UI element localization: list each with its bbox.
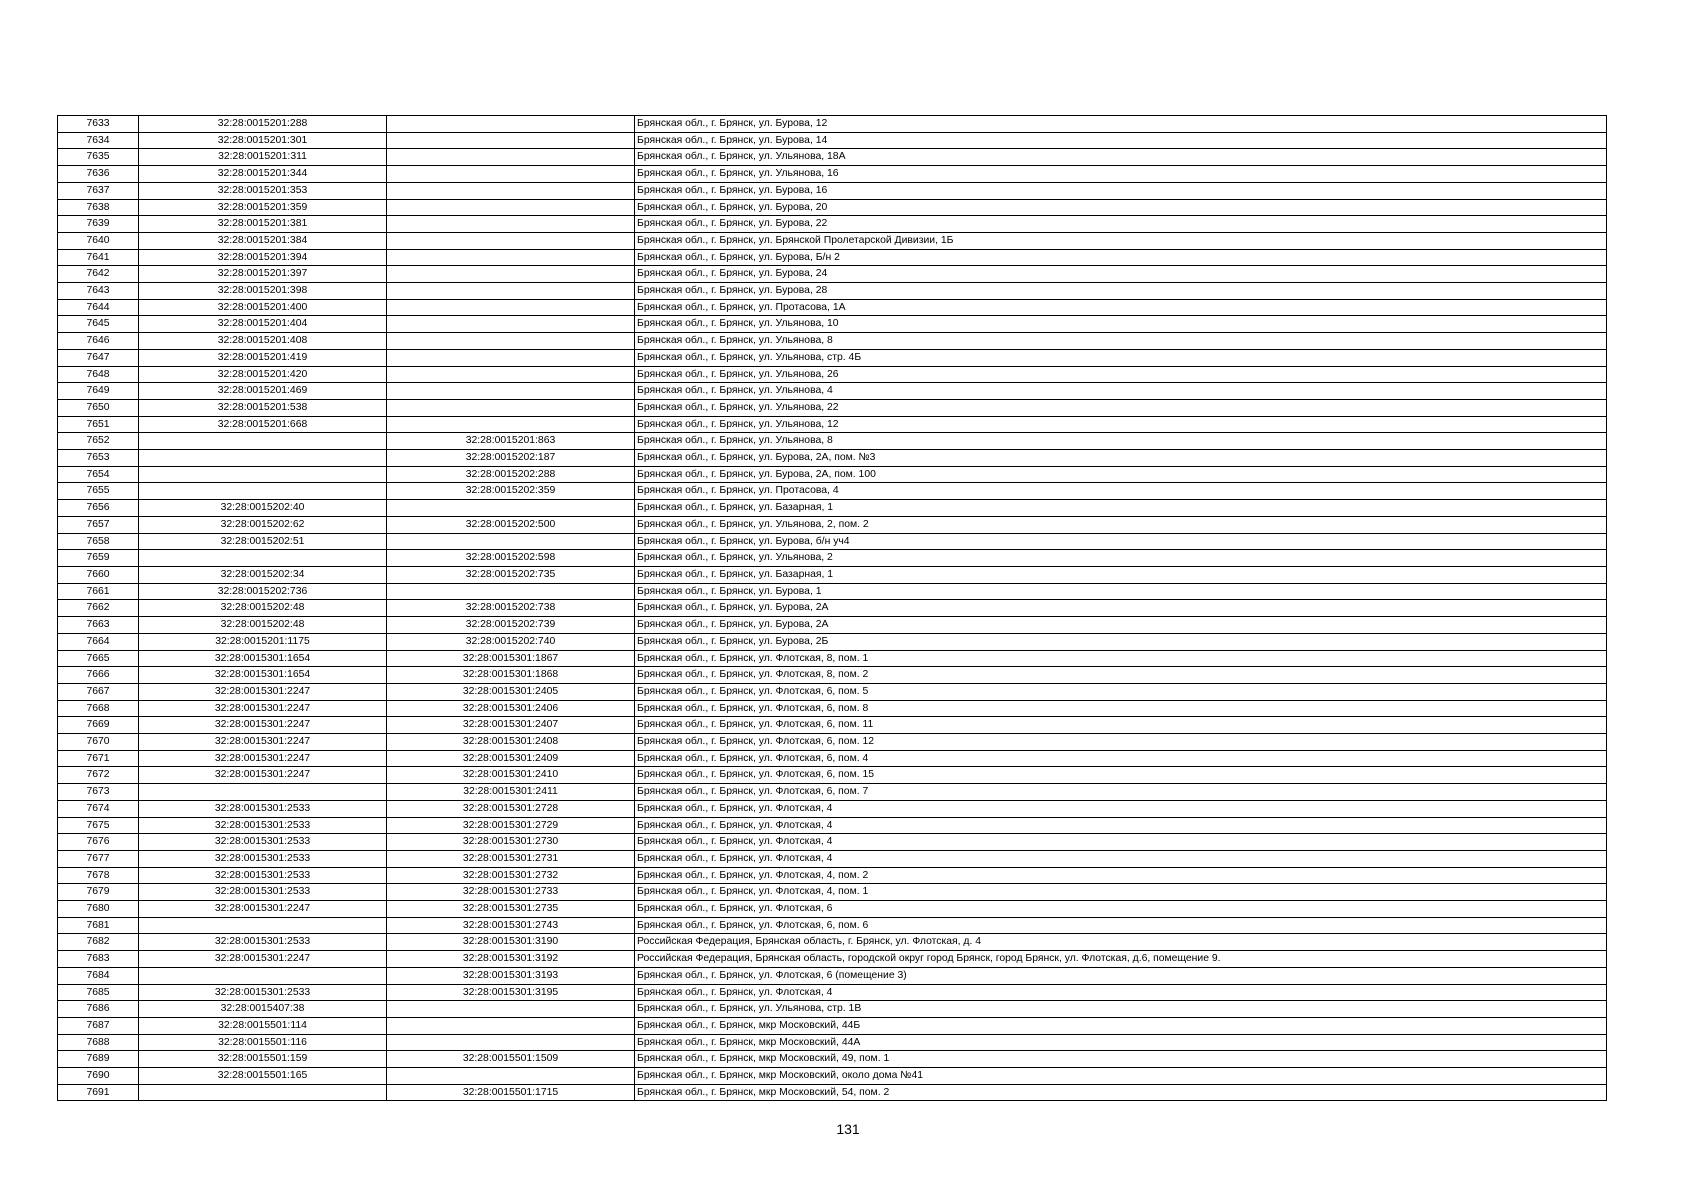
address-cell: Брянская обл., г. Брянск, мкр Московский, 44Б [635, 1017, 1607, 1034]
row-number-cell: 7649 [58, 383, 139, 400]
address-cell: Брянская обл., г. Брянск, ул. Бурова, Б/н 2 [635, 249, 1607, 266]
building-cadastral-number-cell [387, 232, 635, 249]
address-cell: Брянская обл., г. Брянск, ул. Базарная, 1 [635, 566, 1607, 583]
row-number-cell: 7642 [58, 266, 139, 283]
table-row [58, 884, 1607, 901]
land-plot-cadastral-number-cell: 32:28:0015501:116 [139, 1034, 387, 1051]
address-cell: Брянская обл., г. Брянск, ул. Протасова, 4 [635, 483, 1607, 500]
table-row [58, 316, 1607, 333]
address-cell: Брянская обл., г. Брянск, ул. Флотская, 6, пом. 8 [635, 700, 1607, 717]
address-cell: Брянская обл., г. Брянск, ул. Флотская, 6, пом. 12 [635, 734, 1607, 751]
land-plot-cadastral-number-cell: 32:28:0015201:419 [139, 349, 387, 366]
land-plot-cadastral-number-cell: 32:28:0015201:301 [139, 132, 387, 149]
table-row [58, 1068, 1607, 1085]
land-plot-cadastral-number-cell: 32:28:0015201:288 [139, 116, 387, 133]
land-plot-cadastral-number-cell: 32:28:0015301:2533 [139, 800, 387, 817]
land-plot-cadastral-number-cell: 32:28:0015407:38 [139, 1001, 387, 1018]
row-number-cell: 7672 [58, 767, 139, 784]
row-number-cell: 7683 [58, 951, 139, 968]
building-cadastral-number-cell [387, 216, 635, 233]
row-number-cell: 7633 [58, 116, 139, 133]
land-plot-cadastral-number-cell [139, 450, 387, 467]
table-row [58, 850, 1607, 867]
row-number-cell: 7637 [58, 182, 139, 199]
address-cell: Брянская обл., г. Брянск, ул. Флотская, 6 [635, 901, 1607, 918]
building-cadastral-number-cell [387, 149, 635, 166]
row-number-cell: 7677 [58, 850, 139, 867]
row-number-cell: 7668 [58, 700, 139, 717]
table-row [58, 800, 1607, 817]
building-cadastral-number-cell: 32:28:0015301:2728 [387, 800, 635, 817]
table-row [58, 1051, 1607, 1068]
address-cell: Брянская обл., г. Брянск, ул. Флотская, 4 [635, 800, 1607, 817]
land-plot-cadastral-number-cell: 32:28:0015201:404 [139, 316, 387, 333]
address-cell: Брянская обл., г. Брянск, ул. Флотская, 6, пом. 4 [635, 750, 1607, 767]
land-plot-cadastral-number-cell: 32:28:0015301:2533 [139, 817, 387, 834]
building-cadastral-number-cell [387, 1017, 635, 1034]
building-cadastral-number-cell [387, 299, 635, 316]
address-cell: Брянская обл., г. Брянск, ул. Флотская, 8, пом. 1 [635, 650, 1607, 667]
building-cadastral-number-cell: 32:28:0015301:2730 [387, 834, 635, 851]
address-cell: Брянская обл., г. Брянск, ул. Флотская, 4 [635, 984, 1607, 1001]
land-plot-cadastral-number-cell: 32:28:0015301:2247 [139, 951, 387, 968]
address-cell: Брянская обл., г. Брянск, ул. Флотская, 6, пом. 15 [635, 767, 1607, 784]
row-number-cell: 7654 [58, 466, 139, 483]
address-cell: Брянская обл., г. Брянск, ул. Флотская, 4 [635, 834, 1607, 851]
building-cadastral-number-cell: 32:28:0015501:1715 [387, 1084, 635, 1101]
land-plot-cadastral-number-cell [139, 784, 387, 801]
address-cell: Российская Федерация, Брянская область, г. Брянск, ул. Флотская, д. 4 [635, 934, 1607, 951]
land-plot-cadastral-number-cell: 32:28:0015201:311 [139, 149, 387, 166]
address-cell: Брянская обл., г. Брянск, ул. Бурова, 2А, пом. 100 [635, 466, 1607, 483]
row-number-cell: 7687 [58, 1017, 139, 1034]
registry-table-body [58, 116, 1607, 1101]
building-cadastral-number-cell: 32:28:0015202:288 [387, 466, 635, 483]
table-row [58, 433, 1607, 450]
land-plot-cadastral-number-cell: 32:28:0015301:2533 [139, 984, 387, 1001]
land-plot-cadastral-number-cell: 32:28:0015201:469 [139, 383, 387, 400]
address-cell: Брянская обл., г. Брянск, мкр Московский, 54, пом. 2 [635, 1084, 1607, 1101]
building-cadastral-number-cell [387, 333, 635, 350]
table-row [58, 232, 1607, 249]
land-plot-cadastral-number-cell [139, 433, 387, 450]
building-cadastral-number-cell: 32:28:0015301:2405 [387, 683, 635, 700]
row-number-cell: 7690 [58, 1068, 139, 1085]
table-row [58, 1084, 1607, 1101]
address-cell: Брянская обл., г. Брянск, ул. Ульянова, 8 [635, 433, 1607, 450]
row-number-cell: 7685 [58, 984, 139, 1001]
building-cadastral-number-cell [387, 533, 635, 550]
building-cadastral-number-cell: 32:28:0015202:500 [387, 516, 635, 533]
building-cadastral-number-cell [387, 1034, 635, 1051]
building-cadastral-number-cell [387, 182, 635, 199]
row-number-cell: 7682 [58, 934, 139, 951]
building-cadastral-number-cell: 32:28:0015301:2733 [387, 884, 635, 901]
address-cell: Брянская обл., г. Брянск, ул. Ульянова, 8 [635, 333, 1607, 350]
table-row [58, 717, 1607, 734]
building-cadastral-number-cell: 32:28:0015301:3192 [387, 951, 635, 968]
table-row [58, 683, 1607, 700]
row-number-cell: 7678 [58, 867, 139, 884]
row-number-cell: 7675 [58, 817, 139, 834]
land-plot-cadastral-number-cell: 32:28:0015301:2247 [139, 683, 387, 700]
table-row [58, 216, 1607, 233]
address-cell: Брянская обл., г. Брянск, ул. Бурова, 20 [635, 199, 1607, 216]
table-row [58, 383, 1607, 400]
table-row [58, 566, 1607, 583]
address-cell: Брянская обл., г. Брянск, ул. Бурова, 2А, пом. №3 [635, 450, 1607, 467]
row-number-cell: 7653 [58, 450, 139, 467]
land-plot-cadastral-number-cell: 32:28:0015301:2247 [139, 901, 387, 918]
building-cadastral-number-cell: 32:28:0015301:2731 [387, 850, 635, 867]
address-cell: Брянская обл., г. Брянск, ул. Ульянова, 18А [635, 149, 1607, 166]
table-row [58, 516, 1607, 533]
row-number-cell: 7670 [58, 734, 139, 751]
land-plot-cadastral-number-cell: 32:28:0015201:538 [139, 399, 387, 416]
row-number-cell: 7676 [58, 834, 139, 851]
address-cell: Брянская обл., г. Брянск, ул. Флотская, 4, пом. 2 [635, 867, 1607, 884]
address-cell: Российская Федерация, Брянская область, городской округ город Брянск, город Брянск, ул. Флотская, д.6, помещение 9. [635, 951, 1607, 968]
land-plot-cadastral-number-cell: 32:28:0015301:2533 [139, 850, 387, 867]
table-row [58, 784, 1607, 801]
building-cadastral-number-cell: 32:28:0015202:740 [387, 633, 635, 650]
land-plot-cadastral-number-cell: 32:28:0015301:2533 [139, 834, 387, 851]
building-cadastral-number-cell: 32:28:0015301:1868 [387, 667, 635, 684]
row-number-cell: 7638 [58, 199, 139, 216]
building-cadastral-number-cell [387, 116, 635, 133]
row-number-cell: 7684 [58, 967, 139, 984]
table-row [58, 633, 1607, 650]
address-cell: Брянская обл., г. Брянск, ул. Бурова, 24 [635, 266, 1607, 283]
address-cell: Брянская обл., г. Брянск, ул. Флотская, 4 [635, 817, 1607, 834]
building-cadastral-number-cell: 32:28:0015301:2743 [387, 917, 635, 934]
row-number-cell: 7660 [58, 566, 139, 583]
table-row [58, 450, 1607, 467]
row-number-cell: 7663 [58, 617, 139, 634]
address-cell: Брянская обл., г. Брянск, ул. Флотская, 6, пом. 7 [635, 784, 1607, 801]
table-row [58, 600, 1607, 617]
table-row [58, 934, 1607, 951]
address-cell: Брянская обл., г. Брянск, ул. Базарная, 1 [635, 500, 1607, 517]
table-row [58, 149, 1607, 166]
building-cadastral-number-cell: 32:28:0015202:187 [387, 450, 635, 467]
land-plot-cadastral-number-cell: 32:28:0015202:34 [139, 566, 387, 583]
row-number-cell: 7657 [58, 516, 139, 533]
building-cadastral-number-cell: 32:28:0015202:359 [387, 483, 635, 500]
building-cadastral-number-cell: 32:28:0015301:3195 [387, 984, 635, 1001]
building-cadastral-number-cell: 32:28:0015301:1867 [387, 650, 635, 667]
table-row [58, 667, 1607, 684]
table-row [58, 249, 1607, 266]
address-cell: Брянская обл., г. Брянск, ул. Бурова, 1 [635, 583, 1607, 600]
table-row [58, 917, 1607, 934]
building-cadastral-number-cell: 32:28:0015202:598 [387, 550, 635, 567]
table-row [58, 967, 1607, 984]
table-row [58, 333, 1607, 350]
building-cadastral-number-cell [387, 416, 635, 433]
land-plot-cadastral-number-cell: 32:28:0015202:62 [139, 516, 387, 533]
land-plot-cadastral-number-cell: 32:28:0015301:2247 [139, 750, 387, 767]
row-number-cell: 7689 [58, 1051, 139, 1068]
address-cell: Брянская обл., г. Брянск, ул. Бурова, 28 [635, 283, 1607, 300]
row-number-cell: 7645 [58, 316, 139, 333]
row-number-cell: 7644 [58, 299, 139, 316]
row-number-cell: 7674 [58, 800, 139, 817]
building-cadastral-number-cell: 32:28:0015201:863 [387, 433, 635, 450]
table-row [58, 116, 1607, 133]
land-plot-cadastral-number-cell: 32:28:0015201:1175 [139, 633, 387, 650]
land-plot-cadastral-number-cell: 32:28:0015201:398 [139, 283, 387, 300]
table-row [58, 299, 1607, 316]
building-cadastral-number-cell: 32:28:0015301:2410 [387, 767, 635, 784]
table-row [58, 466, 1607, 483]
land-plot-cadastral-number-cell: 32:28:0015201:408 [139, 333, 387, 350]
table-row [58, 416, 1607, 433]
land-plot-cadastral-number-cell: 32:28:0015201:420 [139, 366, 387, 383]
row-number-cell: 7646 [58, 333, 139, 350]
address-cell: Брянская обл., г. Брянск, ул. Ульянова, 12 [635, 416, 1607, 433]
address-cell: Брянская обл., г. Брянск, ул. Ульянова, 16 [635, 166, 1607, 183]
building-cadastral-number-cell [387, 1001, 635, 1018]
building-cadastral-number-cell: 32:28:0015301:2411 [387, 784, 635, 801]
address-cell: Брянская обл., г. Брянск, ул. Флотская, 6, пом. 5 [635, 683, 1607, 700]
table-row [58, 283, 1607, 300]
building-cadastral-number-cell: 32:28:0015301:2406 [387, 700, 635, 717]
table-row [58, 951, 1607, 968]
land-plot-cadastral-number-cell: 32:28:0015301:1654 [139, 667, 387, 684]
building-cadastral-number-cell [387, 583, 635, 600]
row-number-cell: 7686 [58, 1001, 139, 1018]
address-cell: Брянская обл., г. Брянск, ул. Бурова, 12 [635, 116, 1607, 133]
registry-table [57, 115, 1607, 1101]
row-number-cell: 7635 [58, 149, 139, 166]
land-plot-cadastral-number-cell: 32:28:0015501:159 [139, 1051, 387, 1068]
building-cadastral-number-cell: 32:28:0015202:739 [387, 617, 635, 634]
building-cadastral-number-cell [387, 500, 635, 517]
address-cell: Брянская обл., г. Брянск, ул. Флотская, 6, пом. 6 [635, 917, 1607, 934]
table-row [58, 166, 1607, 183]
table-row [58, 1017, 1607, 1034]
table-row [58, 750, 1607, 767]
row-number-cell: 7661 [58, 583, 139, 600]
land-plot-cadastral-number-cell [139, 967, 387, 984]
address-cell: Брянская обл., г. Брянск, ул. Бурова, 22 [635, 216, 1607, 233]
address-cell: Брянская обл., г. Брянск, ул. Флотская, 6, пом. 11 [635, 717, 1607, 734]
row-number-cell: 7680 [58, 901, 139, 918]
land-plot-cadastral-number-cell: 32:28:0015201:400 [139, 299, 387, 316]
building-cadastral-number-cell [387, 166, 635, 183]
building-cadastral-number-cell [387, 349, 635, 366]
land-plot-cadastral-number-cell: 32:28:0015201:353 [139, 182, 387, 199]
land-plot-cadastral-number-cell: 32:28:0015202:736 [139, 583, 387, 600]
building-cadastral-number-cell [387, 266, 635, 283]
land-plot-cadastral-number-cell: 32:28:0015201:344 [139, 166, 387, 183]
row-number-cell: 7665 [58, 650, 139, 667]
land-plot-cadastral-number-cell: 32:28:0015201:668 [139, 416, 387, 433]
row-number-cell: 7643 [58, 283, 139, 300]
table-row [58, 366, 1607, 383]
building-cadastral-number-cell: 32:28:0015301:2735 [387, 901, 635, 918]
row-number-cell: 7673 [58, 784, 139, 801]
row-number-cell: 7688 [58, 1034, 139, 1051]
table-row [58, 399, 1607, 416]
row-number-cell: 7640 [58, 232, 139, 249]
building-cadastral-number-cell [387, 316, 635, 333]
address-cell: Брянская обл., г. Брянск, мкр Московский, 44А [635, 1034, 1607, 1051]
row-number-cell: 7647 [58, 349, 139, 366]
row-number-cell: 7669 [58, 717, 139, 734]
land-plot-cadastral-number-cell: 32:28:0015201:394 [139, 249, 387, 266]
building-cadastral-number-cell [387, 399, 635, 416]
address-cell: Брянская обл., г. Брянск, мкр Московский, около дома №41 [635, 1068, 1607, 1085]
land-plot-cadastral-number-cell: 32:28:0015501:114 [139, 1017, 387, 1034]
page-number: 131 [836, 1121, 860, 1137]
land-plot-cadastral-number-cell: 32:28:0015501:165 [139, 1068, 387, 1085]
table-row [58, 266, 1607, 283]
building-cadastral-number-cell: 32:28:0015501:1509 [387, 1051, 635, 1068]
address-cell: Брянская обл., г. Брянск, ул. Ульянова, 22 [635, 399, 1607, 416]
row-number-cell: 7679 [58, 884, 139, 901]
row-number-cell: 7666 [58, 667, 139, 684]
building-cadastral-number-cell: 32:28:0015301:2408 [387, 734, 635, 751]
building-cadastral-number-cell: 32:28:0015301:3190 [387, 934, 635, 951]
address-cell: Брянская обл., г. Брянск, ул. Бурова, 16 [635, 182, 1607, 199]
table-row [58, 583, 1607, 600]
row-number-cell: 7651 [58, 416, 139, 433]
row-number-cell: 7652 [58, 433, 139, 450]
land-plot-cadastral-number-cell [139, 483, 387, 500]
land-plot-cadastral-number-cell: 32:28:0015201:384 [139, 232, 387, 249]
table-row [58, 349, 1607, 366]
table-row [58, 817, 1607, 834]
row-number-cell: 7691 [58, 1084, 139, 1101]
address-cell: Брянская обл., г. Брянск, ул. Ульянова, стр. 4Б [635, 349, 1607, 366]
land-plot-cadastral-number-cell: 32:28:0015202:51 [139, 533, 387, 550]
table-row [58, 1001, 1607, 1018]
building-cadastral-number-cell [387, 383, 635, 400]
address-cell: Брянская обл., г. Брянск, ул. Протасова, 1А [635, 299, 1607, 316]
building-cadastral-number-cell: 32:28:0015301:3193 [387, 967, 635, 984]
row-number-cell: 7681 [58, 917, 139, 934]
table-row [58, 834, 1607, 851]
table-row [58, 984, 1607, 1001]
table-row [58, 132, 1607, 149]
land-plot-cadastral-number-cell: 32:28:0015201:381 [139, 216, 387, 233]
address-cell: Брянская обл., г. Брянск, мкр Московский, 49, пом. 1 [635, 1051, 1607, 1068]
land-plot-cadastral-number-cell: 32:28:0015301:2533 [139, 934, 387, 951]
table-row [58, 199, 1607, 216]
table-row [58, 734, 1607, 751]
building-cadastral-number-cell [387, 132, 635, 149]
land-plot-cadastral-number-cell: 32:28:0015202:40 [139, 500, 387, 517]
address-cell: Брянская обл., г. Брянск, ул. Флотская, 8, пом. 2 [635, 667, 1607, 684]
building-cadastral-number-cell [387, 283, 635, 300]
row-number-cell: 7636 [58, 166, 139, 183]
table-row [58, 533, 1607, 550]
row-number-cell: 7662 [58, 600, 139, 617]
address-cell: Брянская обл., г. Брянск, ул. Бурова, 2Б [635, 633, 1607, 650]
table-row [58, 650, 1607, 667]
land-plot-cadastral-number-cell: 32:28:0015301:1654 [139, 650, 387, 667]
land-plot-cadastral-number-cell [139, 917, 387, 934]
building-cadastral-number-cell [387, 249, 635, 266]
address-cell: Брянская обл., г. Брянск, ул. Ульянова, 10 [635, 316, 1607, 333]
table-row [58, 483, 1607, 500]
land-plot-cadastral-number-cell [139, 1084, 387, 1101]
building-cadastral-number-cell [387, 199, 635, 216]
address-cell: Брянская обл., г. Брянск, ул. Ульянова, 2 [635, 550, 1607, 567]
land-plot-cadastral-number-cell: 32:28:0015201:397 [139, 266, 387, 283]
table-row [58, 182, 1607, 199]
table-row [58, 867, 1607, 884]
address-cell: Брянская обл., г. Брянск, ул. Флотская, 6 (помещение 3) [635, 967, 1607, 984]
land-plot-cadastral-number-cell: 32:28:0015202:48 [139, 600, 387, 617]
table-row [58, 901, 1607, 918]
address-cell: Брянская обл., г. Брянск, ул. Брянской Пролетарской Дивизии, 1Б [635, 232, 1607, 249]
row-number-cell: 7671 [58, 750, 139, 767]
land-plot-cadastral-number-cell: 32:28:0015201:359 [139, 199, 387, 216]
row-number-cell: 7648 [58, 366, 139, 383]
row-number-cell: 7650 [58, 399, 139, 416]
table-row [58, 700, 1607, 717]
address-cell: Брянская обл., г. Брянск, ул. Бурова, б/н уч4 [635, 533, 1607, 550]
address-cell: Брянская обл., г. Брянск, ул. Ульянова, 26 [635, 366, 1607, 383]
table-row [58, 617, 1607, 634]
row-number-cell: 7658 [58, 533, 139, 550]
land-plot-cadastral-number-cell: 32:28:0015301:2247 [139, 734, 387, 751]
land-plot-cadastral-number-cell: 32:28:0015301:2533 [139, 884, 387, 901]
table-row [58, 500, 1607, 517]
row-number-cell: 7639 [58, 216, 139, 233]
building-cadastral-number-cell: 32:28:0015202:735 [387, 566, 635, 583]
row-number-cell: 7664 [58, 633, 139, 650]
address-cell: Брянская обл., г. Брянск, ул. Ульянова, стр. 1В [635, 1001, 1607, 1018]
table-row [58, 1034, 1607, 1051]
row-number-cell: 7667 [58, 683, 139, 700]
address-cell: Брянская обл., г. Брянск, ул. Флотская, 4, пом. 1 [635, 884, 1607, 901]
land-plot-cadastral-number-cell: 32:28:0015301:2247 [139, 767, 387, 784]
land-plot-cadastral-number-cell [139, 466, 387, 483]
building-cadastral-number-cell [387, 1068, 635, 1085]
address-cell: Брянская обл., г. Брянск, ул. Бурова, 2А [635, 617, 1607, 634]
address-cell: Брянская обл., г. Брянск, ул. Ульянова, 4 [635, 383, 1607, 400]
row-number-cell: 7659 [58, 550, 139, 567]
row-number-cell: 7656 [58, 500, 139, 517]
building-cadastral-number-cell: 32:28:0015202:738 [387, 600, 635, 617]
land-plot-cadastral-number-cell: 32:28:0015301:2247 [139, 700, 387, 717]
address-cell: Брянская обл., г. Брянск, ул. Флотская, 4 [635, 850, 1607, 867]
table-row [58, 550, 1607, 567]
table-row [58, 767, 1607, 784]
building-cadastral-number-cell: 32:28:0015301:2732 [387, 867, 635, 884]
row-number-cell: 7655 [58, 483, 139, 500]
building-cadastral-number-cell: 32:28:0015301:2729 [387, 817, 635, 834]
land-plot-cadastral-number-cell: 32:28:0015301:2533 [139, 867, 387, 884]
land-plot-cadastral-number-cell: 32:28:0015202:48 [139, 617, 387, 634]
row-number-cell: 7634 [58, 132, 139, 149]
row-number-cell: 7641 [58, 249, 139, 266]
building-cadastral-number-cell [387, 366, 635, 383]
address-cell: Брянская обл., г. Брянск, ул. Бурова, 2А [635, 600, 1607, 617]
address-cell: Брянская обл., г. Брянск, ул. Ульянова, 2, пом. 2 [635, 516, 1607, 533]
address-cell: Брянская обл., г. Брянск, ул. Бурова, 14 [635, 132, 1607, 149]
land-plot-cadastral-number-cell: 32:28:0015301:2247 [139, 717, 387, 734]
building-cadastral-number-cell: 32:28:0015301:2407 [387, 717, 635, 734]
building-cadastral-number-cell: 32:28:0015301:2409 [387, 750, 635, 767]
land-plot-cadastral-number-cell [139, 550, 387, 567]
